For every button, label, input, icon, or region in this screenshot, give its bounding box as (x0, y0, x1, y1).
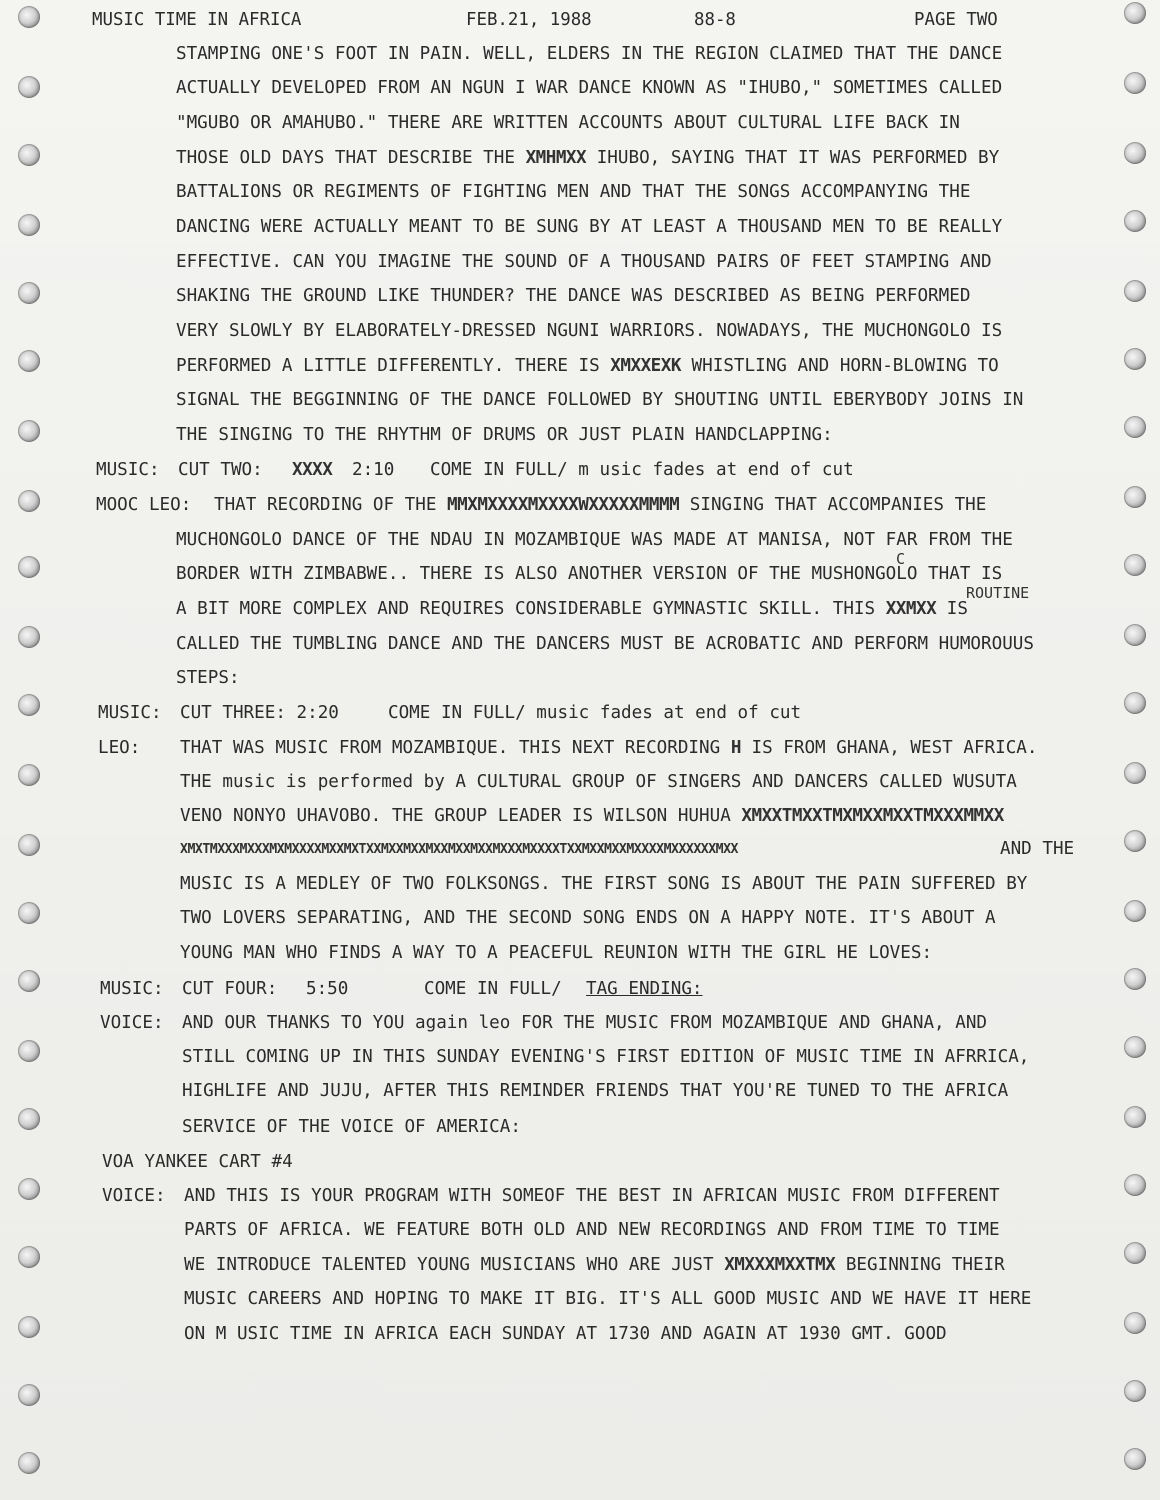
text-line: AND OUR THANKS TO YOU again leo FOR THE MUSIC FROM MOZAMBIQUE AND GHANA, AND (182, 1013, 988, 1033)
text-line (184, 1255, 1005, 1275)
perforation-hole (18, 970, 40, 992)
text-line (176, 148, 999, 168)
perforation-hole (18, 282, 40, 304)
cart-cue: VOA YANKEE CART #4 (102, 1152, 293, 1172)
perforation-hole (1124, 348, 1146, 370)
text-line: BORDER WITH ZIMBABWE.. THERE IS ALSO ANOTHER VERSION OF THE MUSHONGOLO THAT IS (176, 564, 1003, 584)
perforation-hole (18, 1316, 40, 1338)
perforation-hole (1124, 1106, 1146, 1128)
text-line: VERY SLOWLY BY ELABORATELY-DRESSED NGUNI WARRIORS. NOWADAYS, THE MUCHONGOLO IS (176, 321, 1003, 341)
text-segment: THAT WAS MUSIC FROM MOZAMBIQUE. THIS NEXT RECORDING (180, 738, 721, 758)
handwritten-insertion: ROUTINE (966, 584, 1030, 602)
text-segment: PARTS OF AFRICA. WE FEATURE BOTH OLD AND (184, 1220, 608, 1240)
text-line: EFFECTIVE. CAN YOU IMAGINE THE SOUND OF A THOUSAND PAIRS OF FEET STAMPING AND (176, 252, 992, 272)
cue-tag-ending: TAG ENDING: (586, 979, 703, 999)
perforation-hole (18, 1178, 40, 1200)
header-number: 88-8 (694, 10, 736, 30)
perforation-hole (18, 420, 40, 442)
struck-out-text: XMXXEXK (610, 356, 681, 376)
perforation-hole (1124, 2, 1146, 24)
cue-time: 5:50 (306, 979, 349, 999)
cue-instruction: COME IN FULL/ music fades at end of cut (388, 703, 802, 723)
text-line: ACTUALLY DEVELOPED FROM AN NGUN I WAR DANCE KNOWN AS "IHUBO," SOMETIMES CALLED (176, 78, 1003, 98)
text-line: "MGUBO OR AMAHUBO." THERE ARE WRITTEN ACCOUNTS ABOUT CULTURAL LIFE BACK IN (176, 113, 960, 133)
header-date: FEB.21, 1988 (466, 10, 592, 30)
cue-cut: CUT TWO: (178, 460, 263, 480)
handwritten-insertion: C (896, 550, 906, 568)
perforation-hole (1124, 1242, 1146, 1264)
text-line: AND THIS IS YOUR PROGRAM WITH SOMEOF THE BEST IN AFRICAN MUSIC FROM DIFFERENT (184, 1186, 1000, 1206)
cue-time: 2:10 (352, 460, 395, 480)
cue-label: MUSIC: (98, 703, 162, 723)
perforation-hole (1124, 1174, 1146, 1196)
text-segment: THOSE OLD DAYS THAT DESCRIBE THE (176, 148, 515, 168)
perforation-hole (1124, 554, 1146, 576)
text-line (176, 599, 968, 619)
perforation-hole (1124, 416, 1146, 438)
struck-out-text: XMXXXMXXTMX (724, 1255, 836, 1275)
left-perforation-strip (12, 0, 48, 1500)
cue-label: MUSIC: (96, 460, 160, 480)
header-program: MUSIC TIME IN AFRICA (92, 10, 302, 30)
text-segment: IS (946, 599, 968, 619)
text-line: MUSIC CAREERS AND HOPING TO MAKE IT BIG. IT'S ALL GOOD MUSIC AND WE HAVE IT HERE (184, 1289, 1032, 1309)
text-segment: WE INTRODUCE TALENTED YOUNG MUSICIANS WHO ARE JUST (184, 1255, 714, 1275)
perforation-hole (1124, 1448, 1146, 1470)
perforation-hole (18, 144, 40, 166)
text-line: MUSIC IS A MEDLEY OF TWO FOLKSONGS. THE FIRST SONG IS ABOUT THE PAIN SUFFERED BY (180, 874, 1028, 894)
text-line: HIGHLIFE AND JUJU, AFTER THIS REMINDER FRIENDS THAT YOU'RE TUNED TO THE AFRICA (182, 1081, 1009, 1101)
perforation-hole (18, 214, 40, 236)
text-line: SHAKING THE GROUND LIKE THUNDER? THE DANCE WAS DESCRIBED AS BEING PERFORMED (176, 286, 971, 306)
struck-out-text: XMHMXX (525, 148, 587, 168)
speaker-label: MOOC LEO: (96, 495, 192, 515)
text-segment: BEGINNING THEIR (845, 1255, 1005, 1275)
perforation-hole (18, 902, 40, 924)
perforation-hole (1124, 210, 1146, 232)
text-line (180, 840, 738, 860)
perforation-hole (1124, 900, 1146, 922)
struck-out-text: XXMXX (885, 599, 937, 619)
text-line (180, 738, 1038, 758)
text-line: YOUNG MAN WHO FINDS A WAY TO A PEACEFUL REUNION WITH THE GIRL HE LOVES: (180, 943, 933, 963)
text-line: SERVICE OF THE VOICE OF AMERICA: (182, 1117, 521, 1137)
perforation-hole (1124, 280, 1146, 302)
struck-out-text: XMXXTMXXTMXMXXMXXTMXXXMMXX (741, 806, 1004, 826)
text-line: THE music is performed by A CULTURAL GROUP OF SINGERS AND DANCERS CALLED WUSUTA (180, 772, 1017, 792)
text-segment: IS FROM GHANA, WEST AFRICA. (751, 738, 1038, 758)
cue-instruction: COME IN FULL/ m usic fades at end of cut (430, 460, 854, 480)
text-segment: THAT RECORDING OF THE (214, 495, 437, 515)
perforation-hole (18, 694, 40, 716)
cue-cut: CUT FOUR: (182, 979, 278, 999)
struck-out-text: XXXX (292, 460, 333, 480)
perforation-hole (1124, 692, 1146, 714)
perforation-hole (1124, 72, 1146, 94)
text-segment: NEW RECORDINGS AND FROM TIME TO TIME (618, 1220, 1000, 1240)
text-line: ON M USIC TIME IN AFRICA EACH SUNDAY AT 1730 AND AGAIN AT 1930 GMT. GOOD (184, 1324, 947, 1344)
header-page: PAGE TWO (914, 10, 998, 30)
perforation-hole (18, 556, 40, 578)
perforation-hole (18, 834, 40, 856)
perforation-hole (18, 350, 40, 372)
cue-cut: CUT THREE: 2:20 (180, 703, 339, 723)
perforation-hole (1124, 1036, 1146, 1058)
perforation-hole (1124, 968, 1146, 990)
text-segment: A BIT MORE COMPLEX AND REQUIRES CONSIDERABLE GYMNASTIC SKILL. THIS (176, 599, 876, 619)
perforation-hole (1124, 624, 1146, 646)
perforation-hole (18, 626, 40, 648)
text-line: MUCHONGOLO DANCE OF THE NDAU IN MOZAMBIQUE WAS MADE AT MANISA, NOT FAR FROM THE (176, 530, 1013, 550)
text-line (214, 495, 986, 515)
text-line: STEPS: (176, 668, 240, 688)
text-segment: SINGING THAT ACCOMPANIES THE (689, 495, 987, 515)
perforation-hole (1124, 486, 1146, 508)
perforation-hole (18, 1452, 40, 1474)
perforation-hole (18, 76, 40, 98)
text-segment: VENO NONYO UHAVOBO. THE GROUP LEADER IS WILSON HUHUA (180, 806, 731, 826)
perforation-hole (18, 490, 40, 512)
perforation-hole (18, 764, 40, 786)
perforation-hole (1124, 830, 1146, 852)
text-segment: WHISTLING AND HORN-BLOWING TO (691, 356, 999, 376)
struck-out-text: MMXMXXXXMXXXXWXXXXXMMMM (447, 495, 680, 515)
perforation-hole (18, 1246, 40, 1268)
text-line: CALLED THE TUMBLING DANCE AND THE DANCERS MUST BE ACROBATIC AND PERFORM HUMOROUUS (176, 634, 1034, 654)
cue-instruction: COME IN FULL/ (424, 979, 562, 999)
perforation-hole (18, 1040, 40, 1062)
text-line: DANCING WERE ACTUALLY MEANT TO BE SUNG BY AT LEAST A THOUSAND MEN TO BE REALLY (176, 217, 1003, 237)
text-line: AND THE (1000, 839, 1075, 859)
right-perforation-strip (1118, 0, 1154, 1500)
text-line: STAMPING ONE'S FOOT IN PAIN. WELL, ELDERS IN THE REGION CLAIMED THAT THE DANCE (176, 44, 1003, 64)
perforation-hole (1124, 1312, 1146, 1334)
struck-out-text: XMXTMXXXMXXXMXMXXXXMXXMXTXXMXXMXXMXXMXXMXXMXXXMXXXXTXXMXXMXXMXXXXMXXXXXXMXX (180, 842, 738, 857)
speaker-label: VOICE: (100, 1013, 164, 1033)
perforation-hole (1124, 1380, 1146, 1402)
text-line: BATTALIONS OR REGIMENTS OF FIGHTING MEN AND THAT THE SONGS ACCOMPANYING THE (176, 182, 971, 202)
text-segment: IHUBO, SAYING THAT IT WAS PERFORMED BY (596, 148, 1000, 168)
text-segment: PERFORMED A LITTLE DIFFERENTLY. THERE IS (176, 356, 600, 376)
perforation-hole (18, 1108, 40, 1130)
text-line: THE SINGING TO THE RHYTHM OF DRUMS OR JUST PLAIN HANDCLAPPING: (176, 425, 833, 445)
text-line (184, 1220, 1000, 1240)
speaker-label: LEO: (98, 738, 141, 758)
perforation-hole (18, 6, 40, 28)
struck-out-text: H (730, 738, 741, 758)
text-line: STILL COMING UP IN THIS SUNDAY EVENING'S FIRST EDITION OF MUSIC TIME IN AFRRICA, (182, 1047, 1030, 1067)
text-line (180, 806, 1004, 826)
text-line (176, 356, 999, 376)
perforation-hole (1124, 762, 1146, 784)
perforation-hole (18, 1384, 40, 1406)
text-line: TWO LOVERS SEPARATING, AND THE SECOND SONG ENDS ON A HAPPY NOTE. IT'S ABOUT A (180, 908, 996, 928)
text-line: SIGNAL THE BEGGINNING OF THE DANCE FOLLOWED BY SHOUTING UNTIL EBERYBODY JOINS IN (176, 390, 1024, 410)
speaker-label: VOICE: (102, 1186, 166, 1206)
cue-label: MUSIC: (100, 979, 164, 999)
perforation-hole (1124, 142, 1146, 164)
